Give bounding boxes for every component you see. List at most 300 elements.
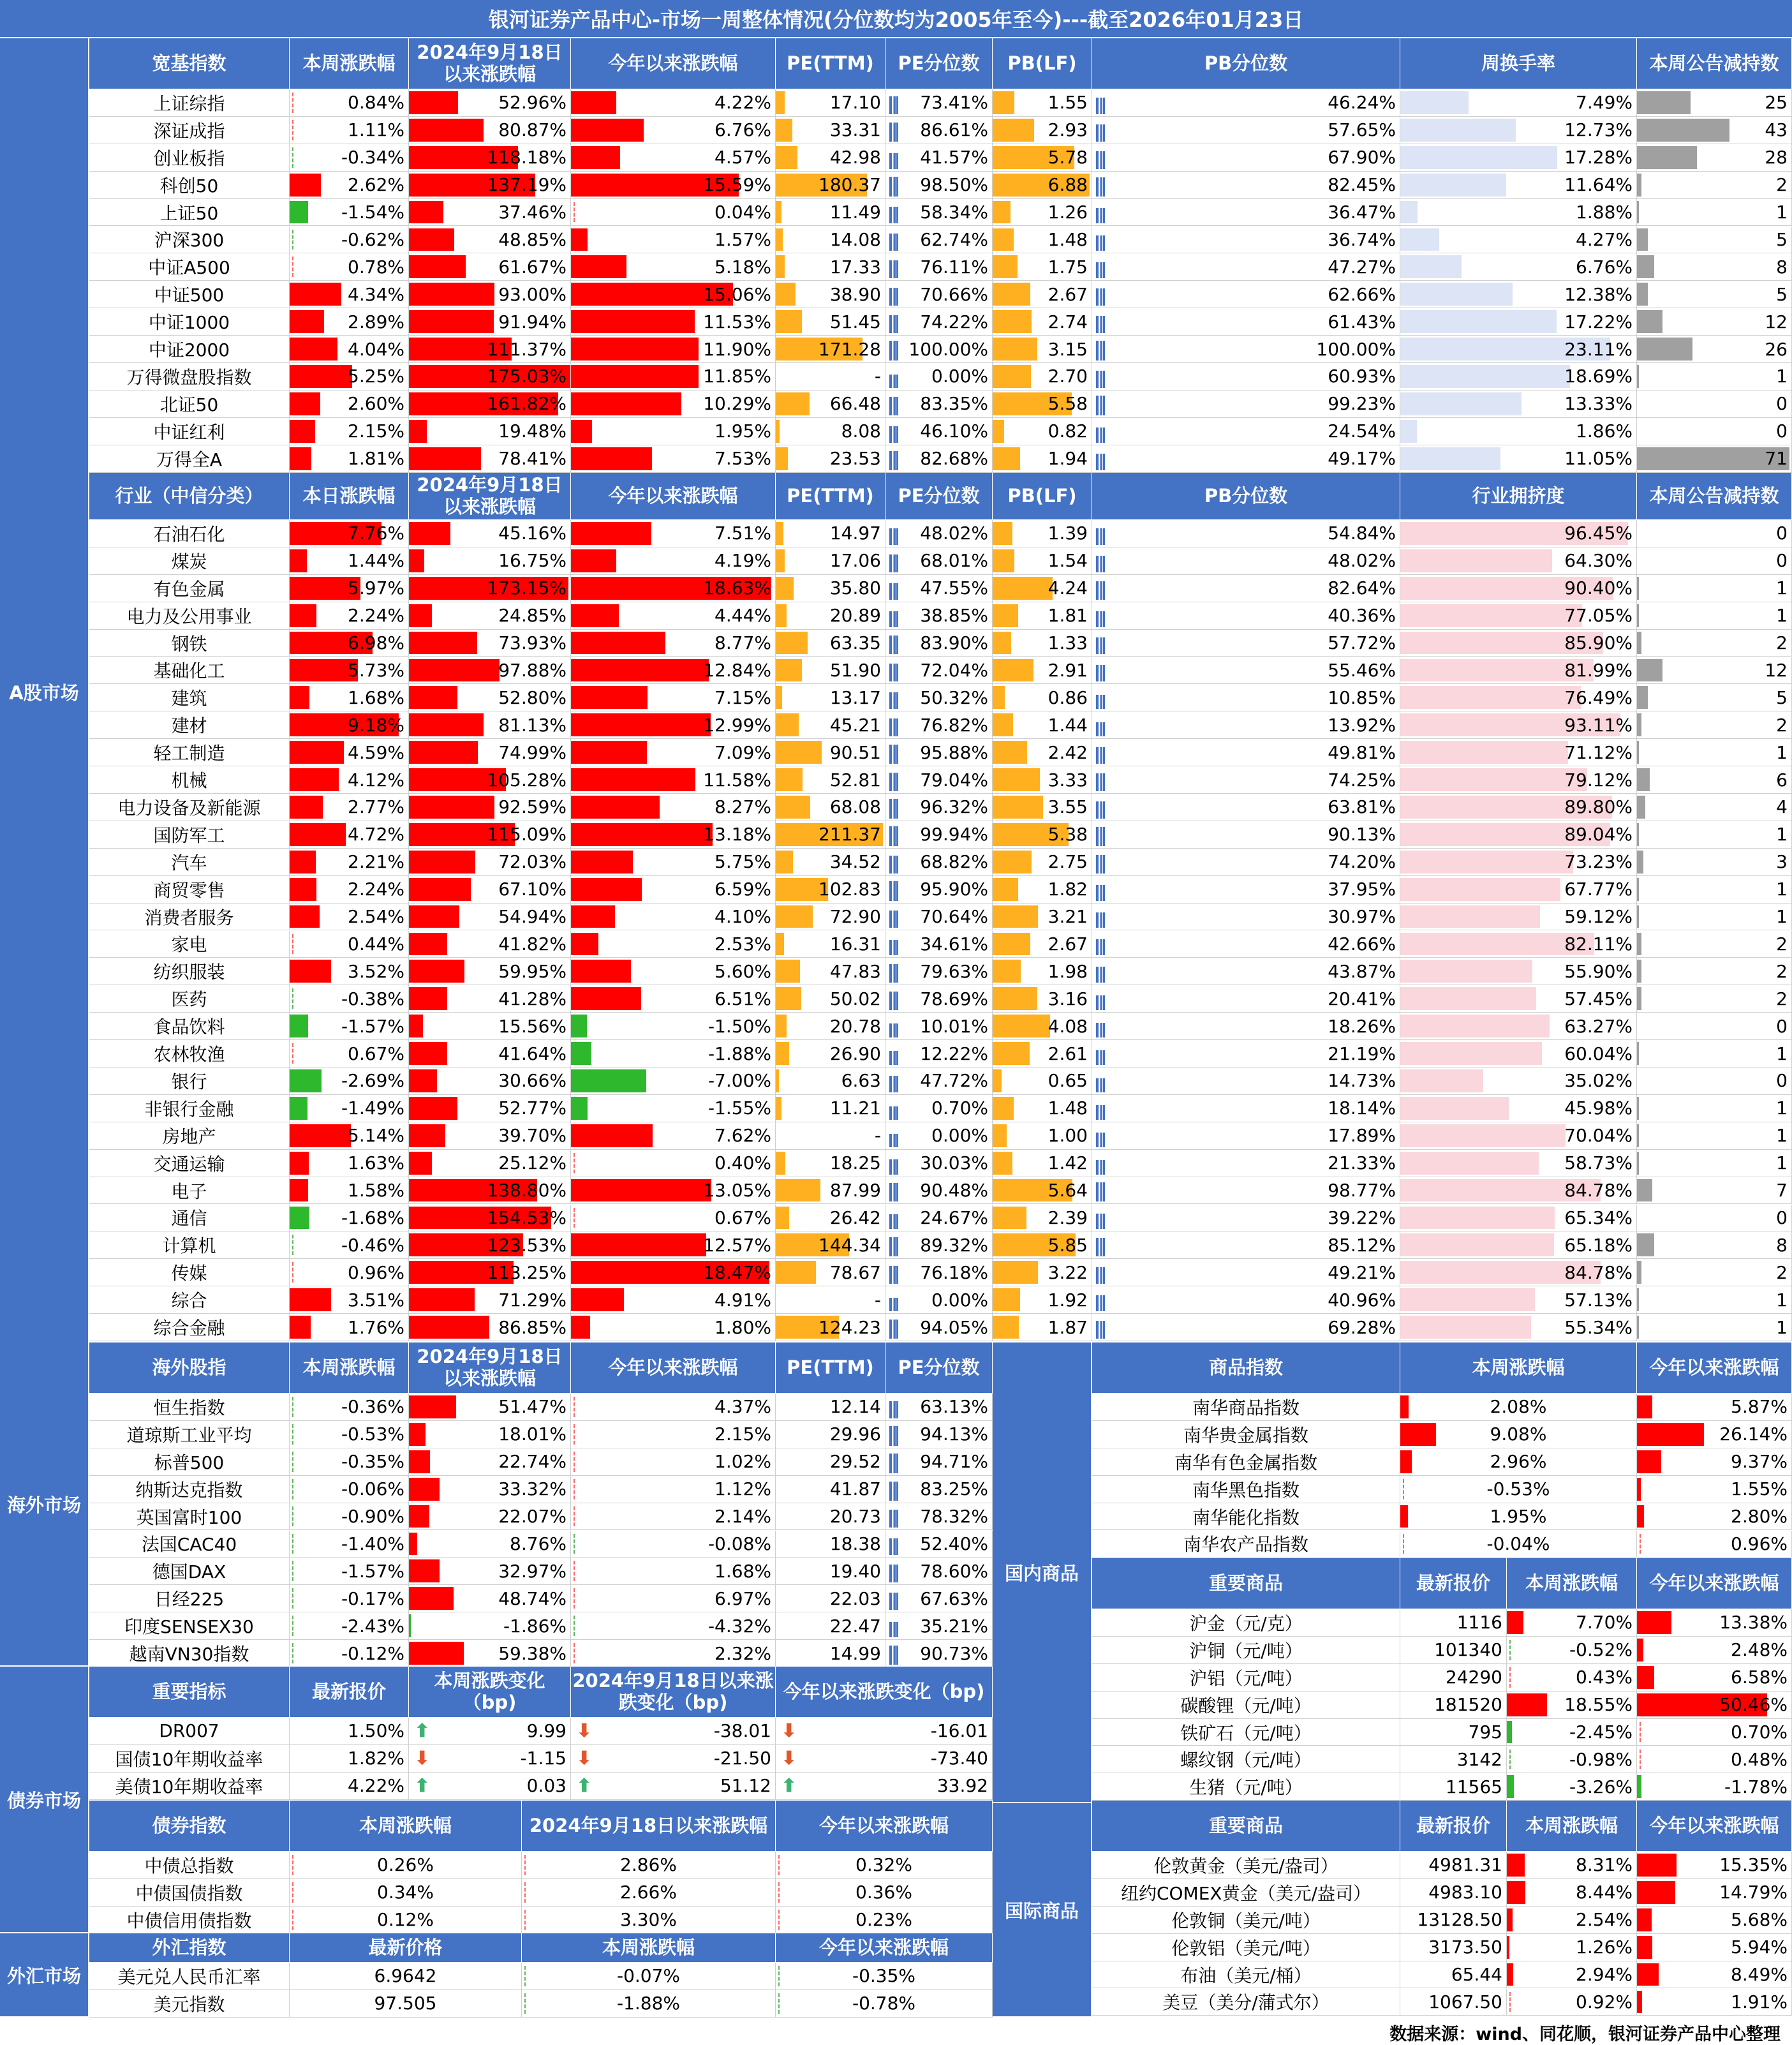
industry-cell-text: 5.14% [348, 1125, 404, 1147]
industry-cell-text: 76.49% [1564, 687, 1633, 708]
broad_index-cell [1637, 281, 1792, 308]
data-bar [1637, 659, 1662, 682]
industry-cell [1092, 1067, 1400, 1095]
industry-cell [1092, 794, 1400, 821]
domestic_goods-cell [1507, 1746, 1637, 1774]
data-bar [1637, 174, 1641, 197]
industry-cell [89, 520, 290, 547]
overseas-cell [571, 1612, 776, 1640]
intl_goods-cell [1092, 1989, 1400, 2016]
data-bar [409, 1587, 454, 1610]
broad_index-cell-text: 创业板指 [153, 147, 225, 169]
intl_goods-cell [1637, 1989, 1792, 2016]
bond_index-cell [522, 1852, 776, 1879]
overseas-cell [571, 1421, 776, 1448]
broad_index-cell-text: 73.41% [920, 92, 988, 114]
data-bar [1637, 823, 1639, 846]
industry-cell-text: 0.96% [348, 1261, 404, 1283]
broad_index-cell-text: 2.89% [348, 311, 404, 332]
data-bar [409, 1395, 456, 1418]
industry-cell-text: 5.85 [1048, 1234, 1088, 1256]
zero-tick [292, 1910, 293, 1930]
industry-cell [1092, 876, 1400, 904]
industry-cell [1637, 904, 1792, 931]
broad_index-cell-text: 76.11% [920, 256, 988, 278]
data-bar [776, 228, 783, 251]
industry-header-1: 本日涨跌幅 [290, 473, 409, 520]
bond_key-cell [89, 1773, 290, 1800]
overseas-cell-text: 印度SENSEX30 [124, 1616, 254, 1638]
industry-cell-text: 1.54 [1048, 550, 1088, 572]
industry-cell-text: 123.53% [487, 1234, 566, 1256]
zero-tick [524, 1966, 526, 1986]
fx-cell-text: 美元指数 [153, 1993, 225, 2015]
overseas-cell-text: -0.35% [341, 1451, 404, 1473]
data-bar [1400, 119, 1516, 142]
broad_index-cell-text: 46.10% [920, 420, 988, 442]
domestic_goods-cell [1507, 1719, 1637, 1746]
section-intl-commodity: 国际商品 [993, 1803, 1092, 2018]
industry-cell [885, 849, 993, 876]
industry-cell-text: 102.83 [818, 879, 881, 900]
intl_goods-cell-text: 2.94% [1576, 1964, 1633, 1986]
industry-cell-text: 59.12% [1564, 906, 1633, 928]
intl_goods-cell-text: 伦敦黄金（美元/盎司） [1153, 1855, 1338, 1877]
industry-cell-text: 77.05% [1564, 605, 1633, 627]
domestic_goods-cell-text: 0.48% [1731, 1748, 1788, 1770]
broad_index-cell-text: 171.28 [818, 338, 881, 360]
industry-cell-text: 2.39 [1048, 1207, 1088, 1228]
broad_index-cell [409, 308, 571, 336]
data-bar [571, 1124, 653, 1147]
industry-cell [571, 1095, 776, 1122]
fx-cell [776, 1990, 993, 2018]
data-bar [776, 1179, 820, 1202]
quantile-icon [889, 341, 898, 361]
industry-cell-text: 70.64% [920, 906, 988, 928]
industry-cell-text: 0.00% [931, 1289, 988, 1311]
quantile-icon [1096, 262, 1105, 279]
industry-cell [571, 630, 776, 657]
broad_index-cell-text: 0.78% [348, 256, 404, 278]
broad_index-cell [290, 89, 409, 117]
data-bar [776, 420, 780, 443]
broad_index-cell [776, 445, 885, 473]
data-bar [290, 1015, 308, 1037]
data-bar [409, 987, 447, 1010]
industry-cell-text: 4.91% [715, 1289, 771, 1311]
industry-cell-text: 6 [1776, 769, 1788, 791]
quantile-icon [1096, 396, 1105, 415]
broad_index-cell [409, 390, 571, 418]
broad_index-cell [409, 336, 571, 363]
overseas-cell [776, 1421, 885, 1448]
domestic_goods-cell [1507, 1637, 1637, 1664]
broad_index-cell [1092, 253, 1400, 281]
quantile-icon [889, 692, 898, 709]
industry-cell-text: 34.52 [829, 851, 881, 873]
broad_index-cell [1092, 418, 1400, 445]
broad_index-cell-text: 38.90 [829, 283, 881, 305]
domestic_goods-cell-text: -2.45% [1569, 1722, 1633, 1743]
industry-cell [1400, 1150, 1637, 1177]
industry-cell-text: 石油石化 [153, 523, 225, 545]
overseas-cell [571, 1394, 776, 1421]
industry-cell-text: -1.68% [341, 1207, 404, 1228]
data-bar [409, 686, 457, 709]
data-bar [290, 960, 331, 983]
quantile-icon [889, 123, 898, 142]
data-source-note: 数据来源：wind、同花顺，银河证券产品中心整理 [1389, 2025, 1781, 2044]
bond_key-cell-text: DR007 [159, 1720, 219, 1742]
industry-cell [89, 1040, 290, 1067]
industry-cell [1400, 1231, 1637, 1259]
broad_index-cell [776, 281, 885, 308]
industry-cell [993, 1205, 1092, 1232]
overseas-cell-text: 90.73% [920, 1642, 988, 1664]
quantile-icon [1096, 855, 1105, 873]
data-bar [571, 933, 598, 956]
industry-cell-text: 40.96% [1328, 1289, 1396, 1311]
overseas-cell [885, 1394, 993, 1421]
industry-cell-text: 55.46% [1328, 659, 1396, 681]
industry-cell [1092, 1013, 1400, 1040]
industry-cell-text: 211.37 [818, 824, 881, 845]
data-bar [571, 522, 651, 545]
overseas-cell [89, 1585, 290, 1612]
industry-cell [571, 657, 776, 685]
quantile-icon [889, 207, 898, 224]
zero-tick [292, 1397, 293, 1417]
broad_index-cell-text: 48.85% [498, 228, 566, 250]
overseas-cell-text: 越南VN30指数 [129, 1644, 249, 1665]
industry-cell-text: 1 [1776, 1152, 1788, 1174]
industry-cell-text: 1.92 [1048, 1289, 1088, 1311]
industry-cell [1400, 931, 1637, 958]
intl_goods-cell [1637, 1934, 1792, 1961]
industry-header-0: 行业（中信分类） [89, 473, 290, 520]
industry-cell [1092, 1259, 1400, 1286]
intl_goods-header-3: 今年以来涨跌幅 [1637, 1801, 1792, 1852]
data-bar [776, 146, 797, 169]
overseas-cell-text: 22.03 [829, 1588, 881, 1609]
industry-cell [1637, 1231, 1792, 1259]
broad_index-cell [776, 227, 885, 254]
zero-tick [574, 1643, 575, 1663]
bond_key-cell [409, 1773, 571, 1800]
broad_index-cell-text: 23.11% [1564, 338, 1633, 360]
industry-cell [993, 1122, 1092, 1150]
industry-cell-text: 54.94% [498, 906, 566, 928]
data-bar [1400, 1207, 1555, 1230]
broad_index-cell-text: -0.34% [341, 147, 404, 168]
quantile-icon [1096, 208, 1105, 224]
bond_key-cell [89, 1718, 290, 1745]
industry-cell-text: 综合金融 [153, 1318, 225, 1339]
broad_index-cell [993, 363, 1092, 390]
data-bar [993, 604, 1018, 627]
domestic_goods-cell-text: 181520 [1434, 1694, 1502, 1716]
data-bar [1400, 604, 1582, 627]
page-title: 银河证券产品中心-市场一周整体情况(分位数均为2005年至今)---截至2026年01月23日 [0, 0, 1792, 38]
data-bar [1400, 878, 1560, 901]
industry-cell [993, 520, 1092, 547]
quantile-icon [889, 664, 898, 681]
industry-cell [290, 575, 409, 602]
broad_index-cell [1637, 172, 1792, 199]
bond_key-cell-text: -16.01 [930, 1720, 988, 1742]
data-bar [290, 1124, 351, 1147]
industry-cell [290, 1040, 409, 1067]
industry-cell-text: 8 [1776, 1234, 1788, 1256]
industry-cell-text: 2.75 [1048, 851, 1088, 873]
overseas-cell [885, 1612, 993, 1640]
industry-cell-text: 99.94% [920, 824, 988, 845]
broad_index-cell-text: 57.65% [1328, 119, 1396, 141]
overseas-cell-text: 52.40% [920, 1533, 988, 1554]
broad_index-cell [89, 89, 290, 117]
industry-cell [571, 1122, 776, 1150]
industry-cell [571, 1259, 776, 1286]
industry-cell [409, 1013, 571, 1040]
data-bar [1400, 255, 1462, 278]
data-bar [776, 1261, 816, 1284]
industry-cell [1400, 1067, 1637, 1095]
zero-tick [1403, 1534, 1404, 1554]
data-bar [1400, 365, 1570, 388]
industry-cell [885, 1013, 993, 1040]
quantile-icon [1096, 665, 1105, 681]
industry-cell [1637, 630, 1792, 657]
fx-header-1: 最新价格 [290, 1933, 522, 1963]
zero-tick [778, 1966, 780, 1986]
industry-cell-text: -0.46% [341, 1234, 404, 1256]
industry-cell-text: 13.18% [703, 824, 771, 845]
industry-cell [885, 1122, 993, 1150]
broad_index-cell-text: 6.88 [1048, 174, 1088, 196]
quantile-icon [889, 1183, 898, 1202]
intl_goods-cell [1507, 1852, 1637, 1879]
industry-cell-text: 0.70% [931, 1097, 988, 1119]
data-bar [409, 604, 432, 627]
industry-cell [776, 794, 885, 821]
broad_index-cell-text: 0.84% [348, 92, 404, 114]
industry-cell-text: 建筑 [171, 688, 207, 710]
industry-cell-text: 20.41% [1328, 988, 1396, 1009]
zero-tick [524, 1910, 526, 1930]
industry-cell [89, 739, 290, 766]
quantile-icon [1096, 177, 1105, 196]
industry-cell-text: 电力及公用事业 [126, 606, 252, 627]
data-bar [993, 201, 1011, 224]
industry-cell-text: 0.86 [1048, 687, 1088, 708]
industry-cell [89, 766, 290, 794]
industry-cell [409, 1259, 571, 1286]
quantile-icon [889, 177, 898, 197]
broad_index-cell-text: 2.74 [1048, 311, 1088, 332]
broad_index-cell-text: 1.81% [348, 448, 404, 470]
industry-cell [1400, 575, 1637, 602]
bond_key-cell-text: 1.82% [348, 1748, 404, 1769]
industry-cell-text: 55.90% [1564, 960, 1633, 982]
bond_index-cell-text: 0.23% [855, 1909, 912, 1931]
broad_index-cell-text: 17.22% [1564, 311, 1633, 332]
quantile-icon [889, 1051, 898, 1065]
domestic_goods-cell-text: -3.26% [1569, 1776, 1633, 1797]
industry-cell-text: 9.18% [348, 714, 404, 736]
industry-cell-text: 2.91 [1048, 659, 1088, 681]
industry-cell-text: 4.19% [715, 550, 771, 572]
broad_index-cell [885, 281, 993, 308]
broad_index-cell-text: 深证成指 [153, 120, 225, 142]
broad_index-cell [776, 418, 885, 445]
broad_index-cell-text: 118.18% [487, 147, 566, 168]
data-bar [993, 632, 1011, 655]
domestic_goods-header-0: 重要商品 [1092, 1558, 1400, 1609]
broad_index-cell [89, 199, 290, 227]
data-bar [571, 713, 711, 736]
data-bar [1637, 1423, 1704, 1446]
overseas-cell-text: 标普500 [154, 1452, 225, 1473]
broad_index-cell [409, 445, 571, 473]
data-bar [1637, 1288, 1639, 1311]
quantile-icon [889, 1023, 898, 1037]
broad_index-cell-text: 17.28% [1564, 147, 1633, 168]
data-bar [1637, 1042, 1639, 1065]
fx-header-2: 本周涨跌幅 [522, 1933, 776, 1963]
industry-cell-text: 69.28% [1328, 1316, 1396, 1338]
industry-cell-text: 钢铁 [171, 633, 207, 655]
commodity_index-cell-text: -0.04% [1486, 1533, 1550, 1554]
industry-cell [571, 739, 776, 766]
broad_index-cell [1400, 199, 1637, 227]
overseas-cell-text: 德国DAX [152, 1561, 226, 1583]
commodity_index-cell [1400, 1448, 1637, 1476]
overseas-cell-text: 道琼斯工业平均 [126, 1424, 252, 1446]
commodity_index-cell-text: 9.08% [1490, 1424, 1547, 1445]
data-bar [1400, 420, 1417, 443]
industry-cell [1637, 849, 1792, 876]
overseas-cell-text: 日经225 [154, 1589, 225, 1610]
industry-cell [776, 1205, 885, 1232]
commodity_index-cell [1637, 1476, 1792, 1503]
broad_index-cell [571, 445, 776, 473]
broad_index-cell [571, 363, 776, 390]
overseas-cell [89, 1640, 290, 1667]
data-bar [290, 1207, 309, 1230]
bond_index-cell [89, 1879, 290, 1907]
broad_index-cell-text: 36.74% [1328, 228, 1396, 250]
domestic_goods-cell [1092, 1773, 1400, 1801]
broad_index-cell [290, 445, 409, 473]
data-bar [409, 796, 494, 819]
broad_index-cell [885, 227, 993, 254]
industry-cell [571, 985, 776, 1013]
broad_index-cell-text: 11.05% [1564, 448, 1633, 470]
industry-cell-text: 1 [1776, 1125, 1788, 1147]
industry-cell [1637, 1067, 1792, 1095]
data-bar [571, 796, 660, 819]
intl_goods-cell [1400, 1907, 1507, 1934]
quantile-icon [1096, 1050, 1105, 1065]
industry-cell [885, 684, 993, 711]
zero-tick [574, 1506, 575, 1527]
domestic_goods-cell [1400, 1692, 1507, 1719]
industry-cell-text: 7.51% [715, 523, 771, 544]
quantile-icon [1096, 1160, 1105, 1175]
industry-cell [1637, 876, 1792, 904]
data-bar [1400, 1097, 1509, 1120]
domestic_goods-cell [1637, 1773, 1792, 1801]
broad_index-cell [409, 418, 571, 445]
industry-cell [1092, 821, 1400, 849]
industry-cell-text: 85.90% [1564, 632, 1633, 654]
industry-cell [571, 575, 776, 602]
data-bar [409, 905, 459, 928]
broad_index-cell-text: 41.57% [920, 147, 988, 168]
industry-cell [1400, 657, 1637, 685]
broad_index-header-0: 宽基指数 [89, 38, 290, 89]
industry-cell-text: - [874, 1289, 881, 1311]
industry-cell-text: 68.82% [920, 851, 988, 873]
industry-cell-text: 交通运输 [153, 1153, 225, 1175]
industry-cell [885, 711, 993, 739]
broad_index-cell [1637, 445, 1792, 473]
industry-cell-text: 12.22% [920, 1043, 988, 1064]
industry-cell-text: 4.44% [715, 605, 771, 627]
data-bar [1637, 365, 1639, 388]
industry-cell [1637, 931, 1792, 958]
data-bar [290, 686, 309, 709]
data-bar [571, 632, 665, 655]
industry-cell-text: 73.23% [1564, 851, 1633, 873]
overseas-cell [571, 1531, 776, 1558]
intl_goods-cell-text: 布油（美元/桶） [1180, 1965, 1312, 1986]
data-bar [290, 1097, 307, 1120]
industry-cell-text: 电力设备及新能源 [117, 797, 261, 819]
industry-cell [290, 766, 409, 794]
broad_index-cell [1092, 390, 1400, 418]
industry-cell-text: 2.42 [1048, 741, 1088, 763]
broad_index-cell-text: 万得全A [156, 449, 223, 470]
industry-cell-text: 有色金属 [153, 578, 225, 600]
arrow-up-icon: ⬆ [414, 1774, 431, 1797]
broad_index-cell-text: 15.06% [703, 283, 771, 305]
zero-tick [524, 1882, 526, 1903]
commodity_index-cell [1092, 1448, 1400, 1476]
domestic_goods-header-1: 最新报价 [1400, 1558, 1507, 1609]
data-bar [571, 119, 644, 142]
data-bar [1637, 1097, 1639, 1120]
industry-cell-text: 1.00 [1048, 1125, 1088, 1147]
data-bar [1637, 713, 1641, 736]
industry-cell-text: 12.99% [703, 714, 771, 736]
industry-cell-text: 1 [1776, 824, 1788, 845]
fx-cell-text: 97.505 [374, 1993, 437, 2014]
intl_goods-cell-text: 13128.50 [1417, 1909, 1502, 1931]
bond_key-header-3: 2024年9月18日以来涨跌变化（bp) [571, 1667, 776, 1718]
industry-cell [571, 547, 776, 575]
broad_index-cell-text: 2.93 [1048, 119, 1088, 141]
section-domestic-commodity: 国内商品 [993, 1342, 1092, 1803]
industry-cell-text: 82.11% [1564, 933, 1633, 955]
broad_index-cell [290, 418, 409, 445]
industry-cell [776, 575, 885, 602]
industry-cell-text: 1 [1776, 741, 1788, 763]
quantile-icon [889, 992, 898, 1010]
industry-cell-text: 1.63% [348, 1152, 404, 1174]
industry-cell [993, 1314, 1092, 1341]
